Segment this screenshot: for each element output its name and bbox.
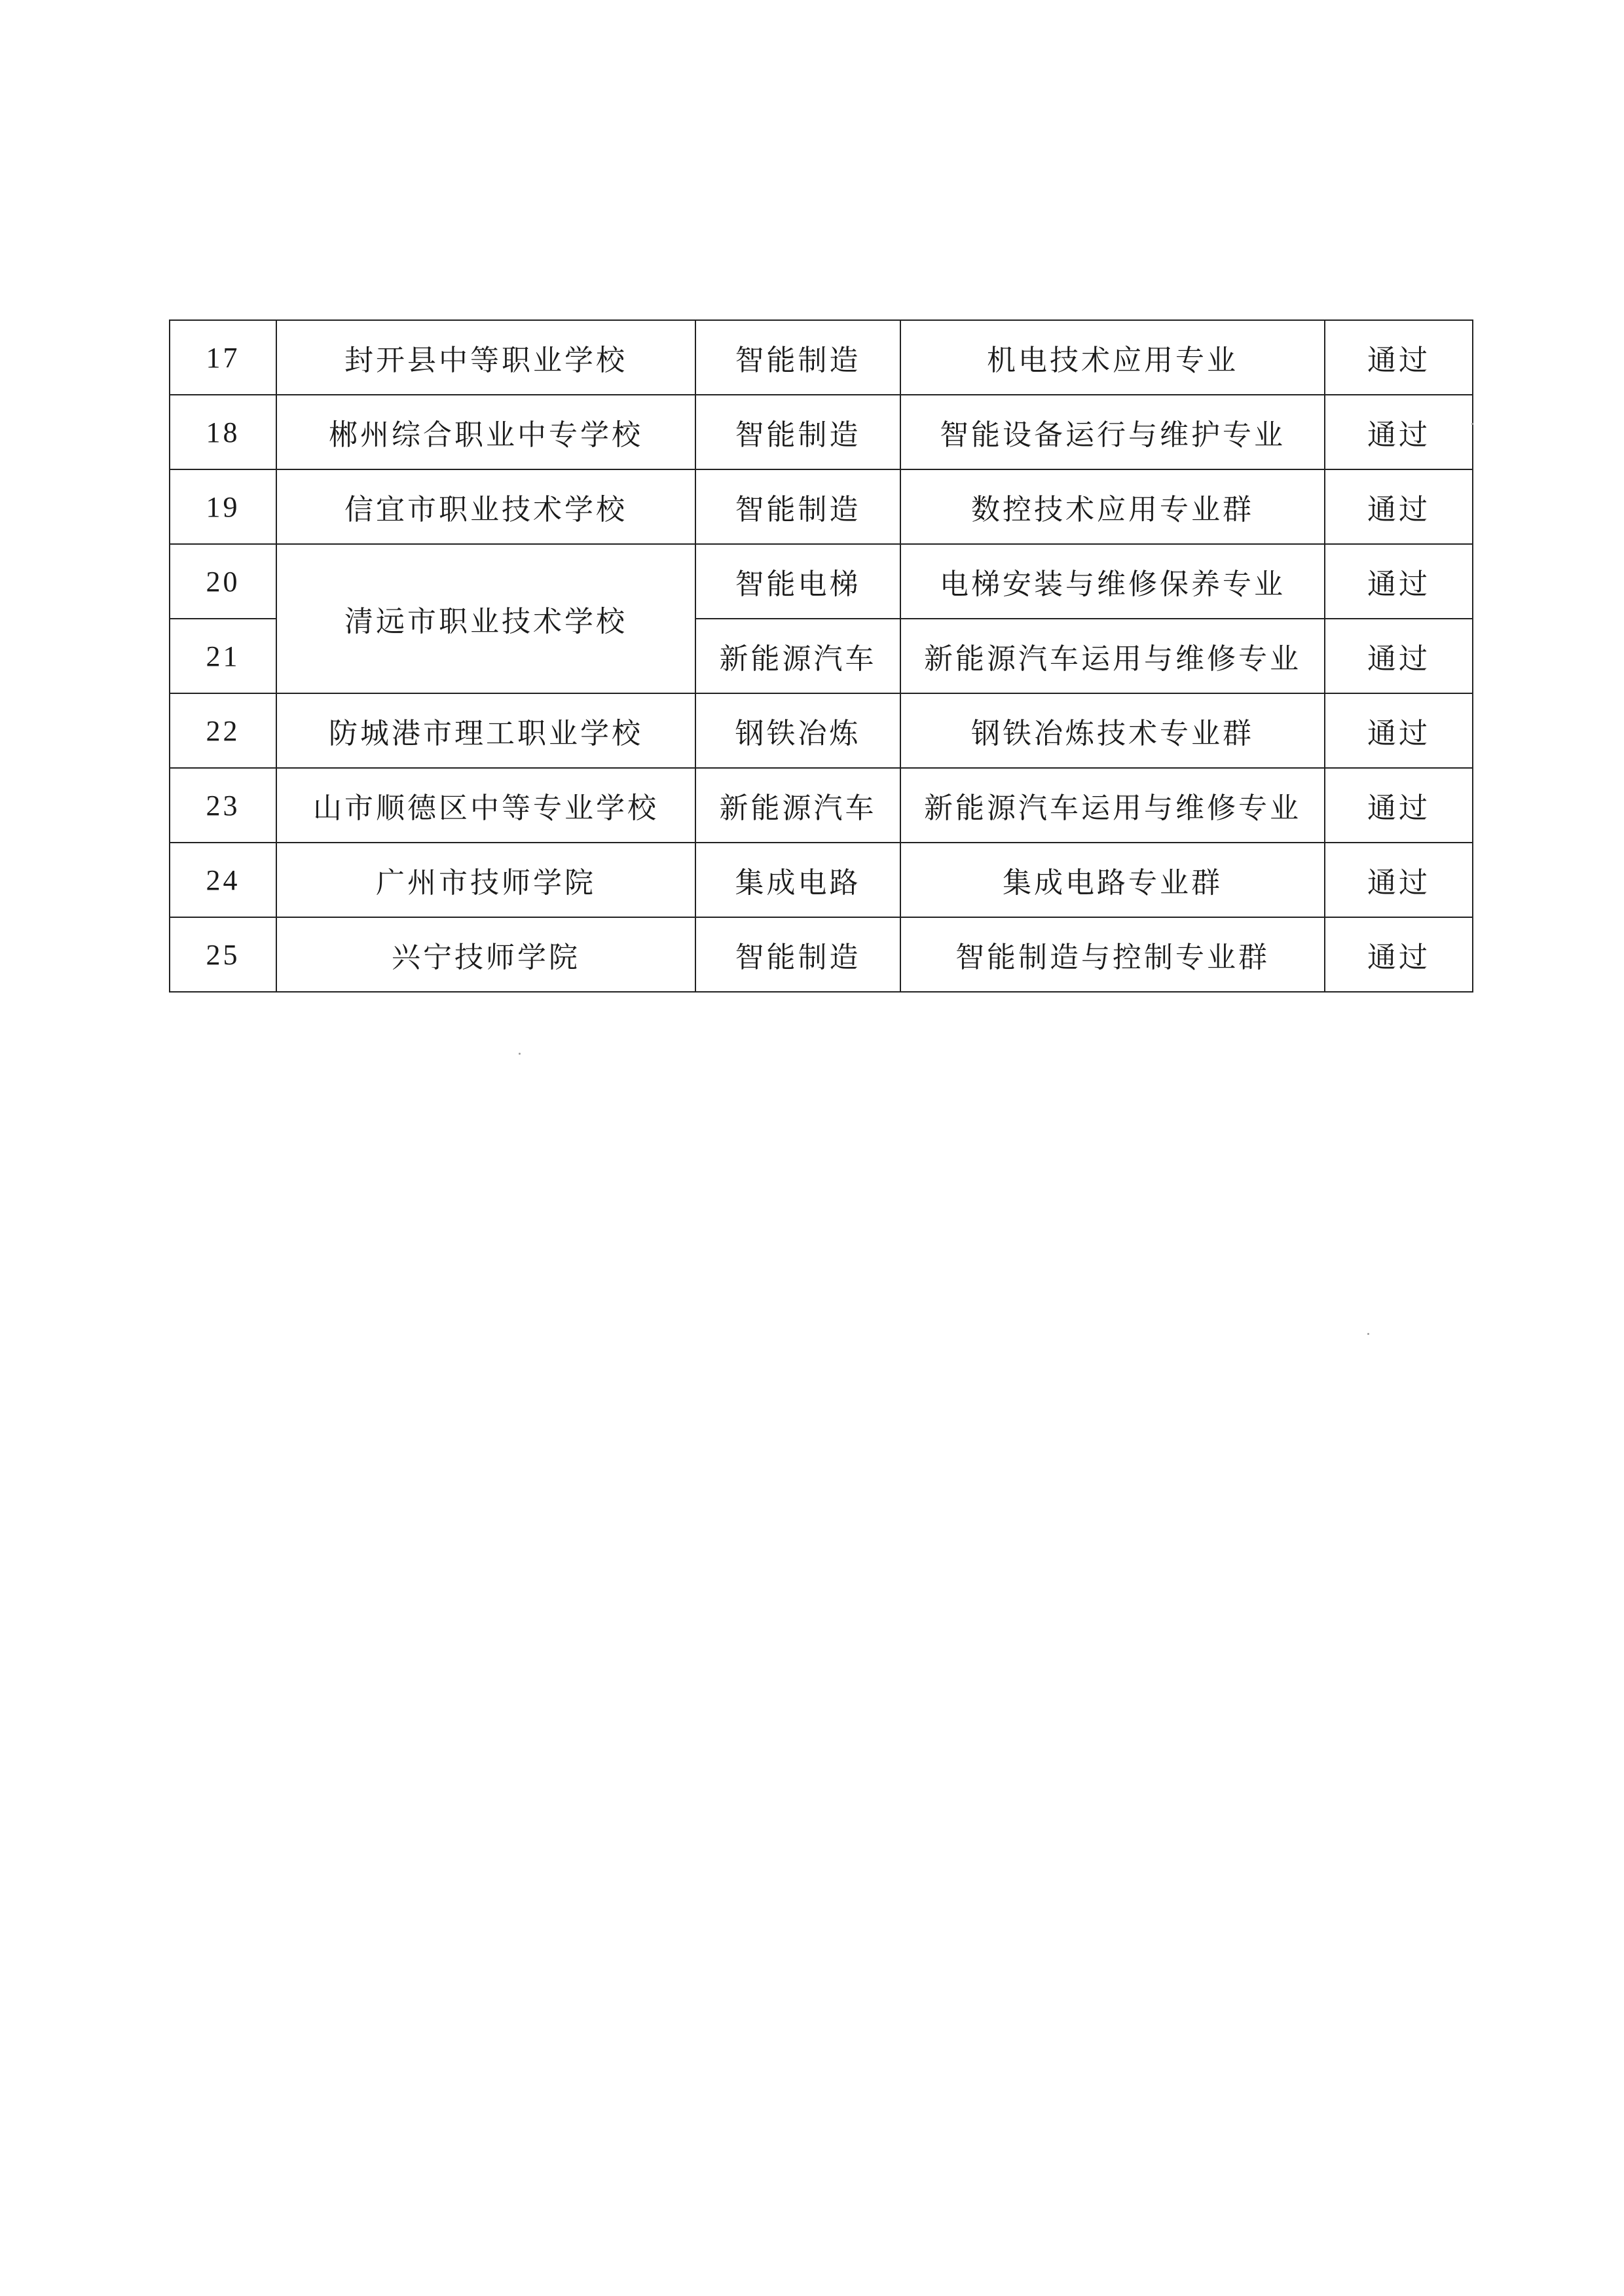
row-number: 17 — [170, 320, 276, 395]
table-row — [170, 843, 1473, 917]
program-name: 电梯安装与维修保养专业 — [900, 544, 1325, 619]
result-status: 通过 — [1325, 843, 1473, 917]
table-row — [170, 469, 1473, 544]
school-name: 郴州综合职业中专学校 — [276, 395, 695, 469]
table-row — [170, 693, 1473, 768]
scan-speck — [1471, 423, 1473, 425]
row-number: 21 — [170, 619, 276, 693]
school-name: 封开县中等职业学校 — [276, 320, 695, 395]
table-row — [170, 917, 1473, 992]
program-name: 新能源汽车运用与维修专业 — [900, 768, 1325, 843]
row-number: 23 — [170, 768, 276, 843]
field-name: 智能制造 — [695, 917, 900, 992]
school-name: 兴宁技师学院 — [276, 917, 695, 992]
row-number: 18 — [170, 395, 276, 469]
table-row — [170, 768, 1473, 843]
school-name: 山市顺德区中等专业学校 — [276, 768, 695, 843]
field-name: 智能制造 — [695, 395, 900, 469]
program-name: 钢铁冶炼技术专业群 — [900, 693, 1325, 768]
program-name: 集成电路专业群 — [900, 843, 1325, 917]
scan-speck — [1367, 1333, 1369, 1335]
field-name: 智能制造 — [695, 320, 900, 395]
field-name: 集成电路 — [695, 843, 900, 917]
result-status: 通过 — [1325, 320, 1473, 395]
results-table — [169, 319, 1473, 993]
field-name: 新能源汽车 — [695, 619, 900, 693]
school-name: 防城港市理工职业学校 — [276, 693, 695, 768]
field-name: 钢铁冶炼 — [695, 693, 900, 768]
table-row — [170, 544, 1473, 619]
school-name: 清远市职业技术学校 — [276, 544, 695, 693]
result-status: 通过 — [1325, 544, 1473, 619]
row-number: 22 — [170, 693, 276, 768]
row-number: 25 — [170, 917, 276, 992]
table-row — [170, 395, 1473, 469]
result-status: 通过 — [1325, 917, 1473, 992]
scan-speck — [519, 1053, 521, 1055]
table-row — [170, 320, 1473, 395]
school-name: 信宜市职业技术学校 — [276, 469, 695, 544]
row-number: 19 — [170, 469, 276, 544]
program-name: 机电技术应用专业 — [900, 320, 1325, 395]
program-name: 智能制造与控制专业群 — [900, 917, 1325, 992]
school-name: 广州市技师学院 — [276, 843, 695, 917]
row-number: 20 — [170, 544, 276, 619]
result-status: 通过 — [1325, 469, 1473, 544]
field-name: 智能电梯 — [695, 544, 900, 619]
program-name: 新能源汽车运用与维修专业 — [900, 619, 1325, 693]
result-status: 通过 — [1325, 395, 1473, 469]
program-name: 数控技术应用专业群 — [900, 469, 1325, 544]
result-status: 通过 — [1325, 619, 1473, 693]
row-number: 24 — [170, 843, 276, 917]
result-status: 通过 — [1325, 768, 1473, 843]
field-name: 新能源汽车 — [695, 768, 900, 843]
result-status: 通过 — [1325, 693, 1473, 768]
field-name: 智能制造 — [695, 469, 900, 544]
program-name: 智能设备运行与维护专业 — [900, 395, 1325, 469]
